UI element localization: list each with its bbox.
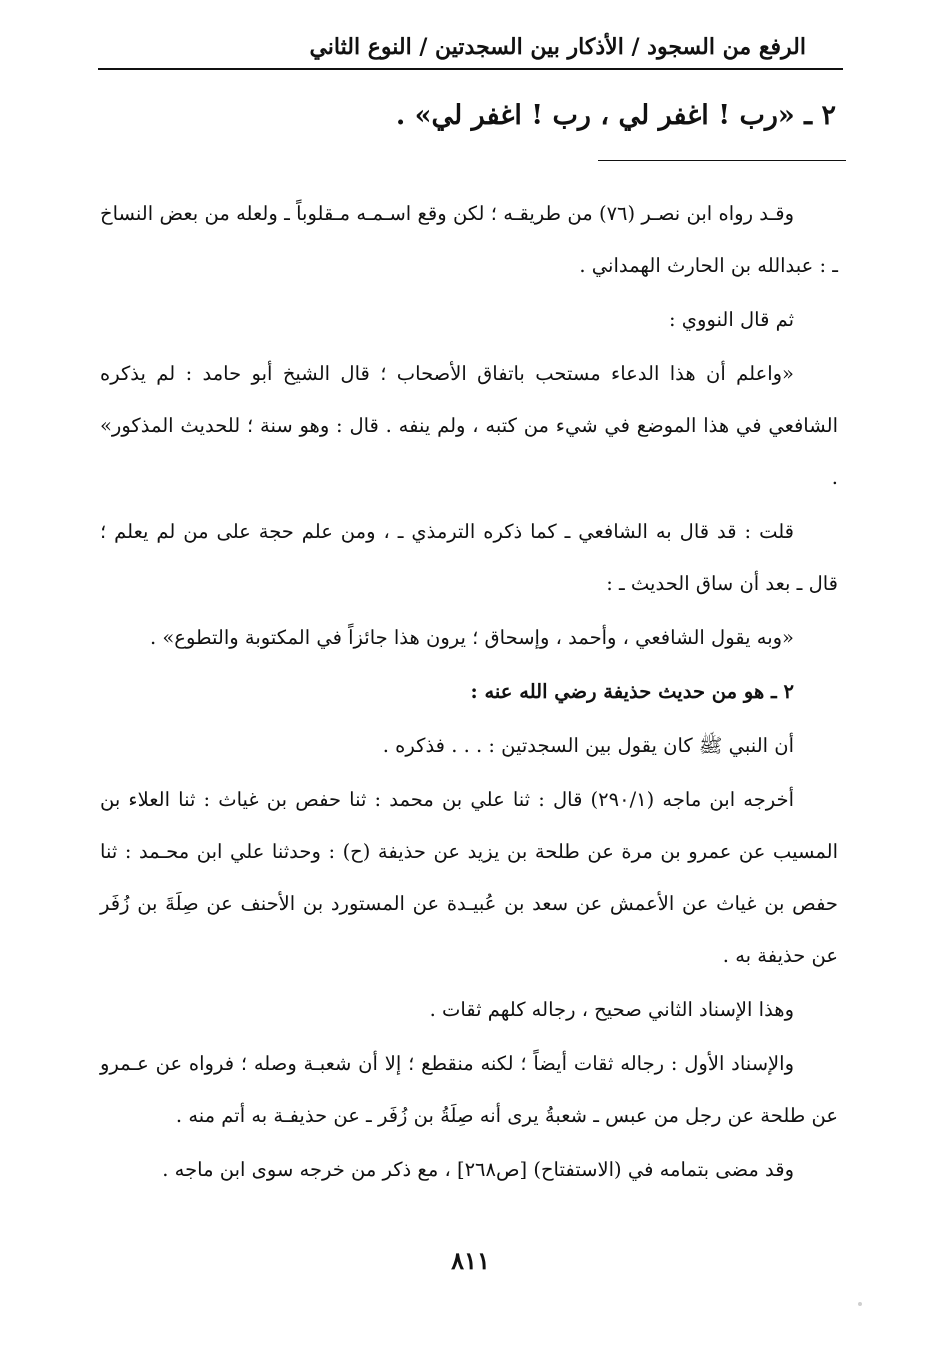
quote-paragraph: «واعلم أن هذا الدعاء مستحب باتفاق الأصحاب ؛ قال الشيخ أبو حامد : لم يذكره الشافعي في هذا الموضع في شيء من كتبه ، ولم ينفه . قال : وهو سنة ؛ للحديث المذكور» .	[100, 362, 838, 489]
paragraph: قلت : قد قال به الشافعي ـ كما ذكره الترمذي ـ ، ومن علم حجة على من لم يعلم ؛ قال ـ بعد أن ساق الحديث ـ :	[100, 520, 838, 595]
paragraph: وقد مضى بتمامه في (الاستفتاح) [ص٢٦٨] ، مع ذكر من خرجه سوى ابن ماجه .	[162, 1158, 794, 1181]
footnote-separator-rule	[598, 160, 846, 161]
section-heading: ٢ ـ «رب ! اغفر لي ، رب ! اغفر لي» .	[395, 100, 836, 131]
running-header: الرفع من السجود / الأذكار بين السجدتين / النوع الثاني	[309, 34, 806, 60]
quote-paragraph: «وبه يقول الشافعي ، وأحمد ، وإسحاق ؛ يرون هذا جائزاً في المكتوبة والتطوع» .	[149, 626, 794, 649]
paragraph: وقـد رواه ابن نصـر (٧٦) من طريقـه ؛ لكن وقع اسـمـه مـقلوباً ـ ولعله من بعض النساخ ـ : عبدالله بن الحارث الهمداني .	[100, 202, 838, 277]
paragraph: ثم قال النووي :	[669, 308, 794, 331]
header-rule	[98, 68, 843, 70]
scan-speck	[858, 1302, 862, 1306]
paragraph: أخرجه ابن ماجه (٢٩٠/١) قال : ثنا علي بن محمد : ثنا حفص بن غياث : ثنا العلاء بن المسيب عن عمرو بن مرة عن طلحة بن يزيد عن حذيفة (ح) : وحدثنا علي ابن محـمد : ثنا حفص بن غياث عن الأعمش عن سعد بن عُبيـدة عن المستورد بن الأحنف عن صِلَةَ بن زُفَر عن حذيفة به .	[100, 788, 838, 967]
page-number: ٨١١	[451, 1246, 490, 1275]
paragraph: وهذا الإسناد الثاني صحيح ، رجاله كلهم ثقات .	[429, 998, 794, 1021]
subheading-paragraph: ٢ ـ هو من حديث حذيفة رضي الله عنه :	[470, 680, 794, 703]
paragraph: والإسناد الأول : رجاله ثقات أيضاً ؛ لكنه منقطع ؛ إلا أن شعبـة وصله ؛ فرواه عن عـمرو عن طلحة عن رجل من عبس ـ شعبةُ يرى أنه صِلَةُ بن زُفَر ـ عن حذيفـة به أتم منه .	[100, 1052, 838, 1127]
paragraph: أن النبي ﷺ كان يقول بين السجدتين : . . . فذكره .	[382, 734, 794, 757]
body-text	[100, 188, 838, 1196]
